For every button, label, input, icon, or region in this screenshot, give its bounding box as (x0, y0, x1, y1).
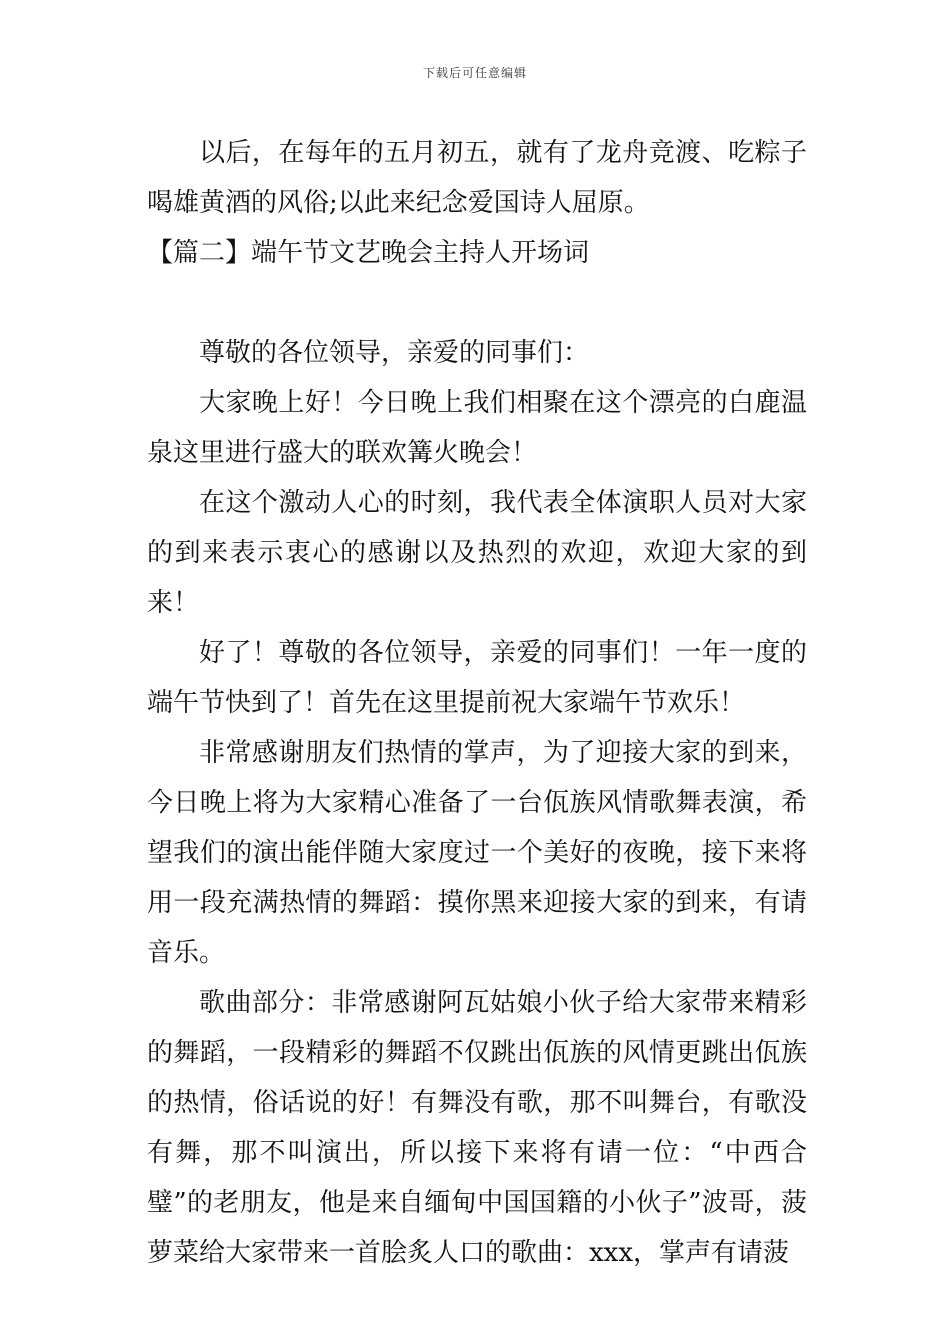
paragraph-greeting: 尊敬的各位领导，亲爱的同事们： (199, 338, 590, 368)
blank-line (147, 278, 807, 328)
paragraph-song: 歌曲部分：非常感谢阿瓦姑娘小伙子给大家带来精彩的舞蹈，一段精彩的舞蹈不仅跳出佤族的风情更跳出佤族的热情，俗话说的好！有舞没有歌，那不叫舞台，有歌没有舞，那不叫演出，所以接下来将有请一位：“中西合璧”的老朋友，他是来自缅甸中国国籍的小伙子”波哥，菠萝菜给大家带来一首脍炙人口的歌曲：xxx，掌声有请菠 (147, 988, 807, 1268)
paragraph-welcome: 大家晚上好！今日晚上我们相聚在这个漂亮的白鹿温泉这里进行盛大的联欢篝火晚会！ (147, 388, 807, 468)
paragraph-festival: 好了！尊敬的各位领导，亲爱的同事们！一年一度的端午节快到了！首先在这里提前祝大家端午节欢乐！ (147, 638, 807, 718)
paragraph-thanks: 在这个激动人心的时刻，我代表全体演职人员对大家的到来表示衷心的感谢以及热烈的欢迎，欢迎大家的到来！ (147, 488, 807, 618)
paragraph-dance: 非常感谢朋友们热情的掌声，为了迎接大家的到来，今日晚上将为大家精心准备了一台佤族风情歌舞表演，希望我们的演出能伴随大家度过一个美好的夜晚，接下来将用一段充满热情的舞蹈：摸你黑来迎接大家的到来，有请音乐。 (147, 738, 807, 968)
document-body (147, 128, 807, 1278)
paragraph-intro: 以后，在每年的五月初五，就有了龙舟竞渡、吃粽子喝雄黄酒的风俗;以此来纪念爱国诗人屈原。 (147, 138, 807, 218)
page-header: 下载后可任意编辑 (422, 66, 527, 80)
section-heading: 【篇二】端午节文艺晚会主持人开场词 (147, 238, 590, 268)
